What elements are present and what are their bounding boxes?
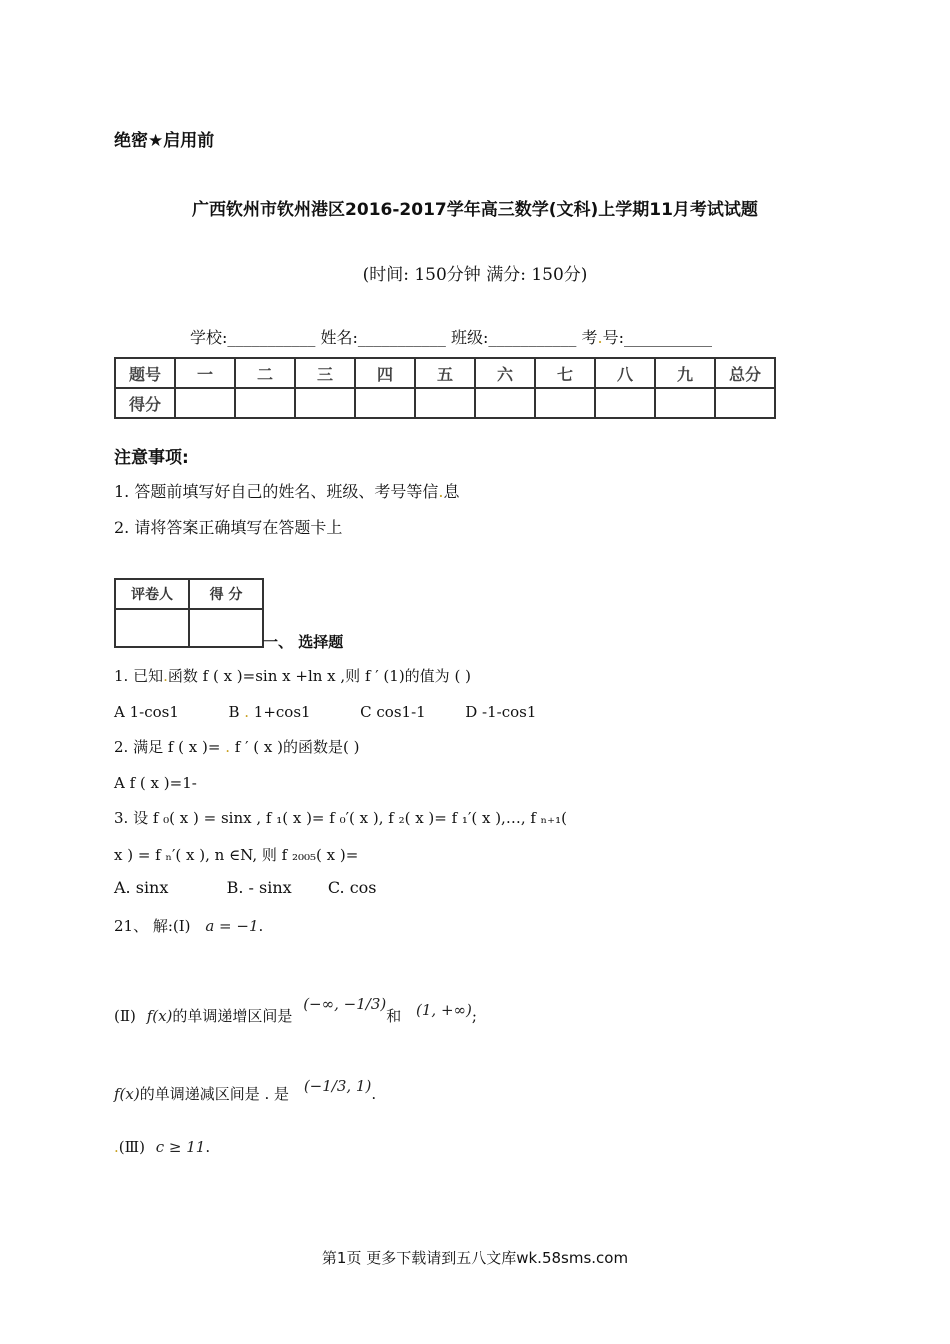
question-1-options: [114, 703, 536, 721]
interval-increasing-2: (1, +∞): [416, 1001, 472, 1019]
school-blank: ___________: [227, 328, 316, 347]
score-header-cell: 三: [295, 358, 355, 388]
name-blank: ___________: [357, 328, 446, 347]
page-footer: 第1页 更多下载请到五八文库wk.58sms.com: [321, 1249, 629, 1267]
score-table: [114, 357, 776, 419]
score-header-cell: 九: [655, 358, 715, 388]
exam-no-blank: ___________: [624, 328, 713, 347]
score-header-cell: 五: [415, 358, 475, 388]
interval-decreasing: (−1/3, 1): [303, 1077, 372, 1095]
answer-21-part-3: .(Ⅲ) c ≥ 11.: [114, 1138, 211, 1156]
score-cell[interactable]: [295, 388, 355, 418]
question-3-line-2: x ) = f ₙ′( x ), n ∈N, 则 f ₂₀₀₅( x )=: [114, 846, 359, 864]
score-header-cell: 一: [175, 358, 235, 388]
answer-21-part-2b: f(x)的单调递减区间是 . 是 (−1/3, 1).: [114, 1077, 377, 1103]
note-item-1: 1. 答题前填写好自己的姓名、班级、考号等信.息: [114, 482, 460, 501]
section-title: 一、 选择题: [263, 633, 344, 651]
interval-increasing-1: (−∞, −1/3): [303, 995, 387, 1013]
math-c-range: c ≥ 11: [155, 1138, 206, 1156]
option-d: D -1-cos1: [465, 703, 537, 721]
grader-header: 评卷人: [115, 579, 189, 609]
question-2-option-a: A f ( x )=1-: [114, 774, 197, 792]
note-item-2: 2. 请将答案正确填写在答题卡上: [114, 518, 343, 537]
grader-table: [114, 578, 264, 648]
score-cell[interactable]: [175, 388, 235, 418]
option-a: A. sinx: [114, 878, 169, 897]
page-title: 广西钦州市钦州港区2016-2017学年高三数学(文科)上学期11月考试试题: [192, 200, 758, 220]
score-header-cell: 七: [535, 358, 595, 388]
info-line: [190, 325, 712, 348]
grader-score-header: 得 分: [189, 579, 263, 609]
time-info: (时间: 150分钟 满分: 150分): [362, 265, 588, 285]
score-cell[interactable]: [235, 388, 295, 418]
score-cell[interactable]: [475, 388, 535, 418]
exam-no-label: 考.号:: [581, 328, 625, 347]
math-a-value: a = −1: [205, 917, 259, 935]
score-header-cell: 六: [475, 358, 535, 388]
score-cell[interactable]: [415, 388, 475, 418]
school-label: 学校:: [190, 328, 228, 347]
score-cell[interactable]: [595, 388, 655, 418]
secret-label: 绝密★启用前: [114, 131, 215, 151]
score-row-label: 得分: [115, 388, 175, 418]
class-label: 班级:: [451, 328, 489, 347]
score-cell[interactable]: [535, 388, 595, 418]
score-header-cell: 四: [355, 358, 415, 388]
score-header-cell: 总分: [715, 358, 775, 388]
fx-formula: f(x): [146, 1007, 173, 1025]
score-header-cell: 八: [595, 358, 655, 388]
score-table-header-row: [115, 358, 775, 388]
answer-21-part-1: 21、 解:(Ⅰ) a = −1.: [114, 917, 264, 935]
score-cell[interactable]: [655, 388, 715, 418]
question-1: 1. 已知.函数 f ( x )=sin x +ln x ,则 f ′ (1)的值为 ( ): [114, 667, 471, 685]
question-2: 2. 满足 f ( x )= . f ′ ( x )的函数是( ): [114, 738, 360, 756]
grader-score-cell[interactable]: [189, 609, 263, 647]
option-a: A 1-cos1: [114, 703, 179, 721]
grader-cell[interactable]: [115, 609, 189, 647]
option-b: B. - sinx: [226, 878, 292, 897]
name-label: 姓名:: [320, 328, 358, 347]
option-c: C. cos: [327, 878, 377, 897]
score-header-cell: 题号: [115, 358, 175, 388]
question-3-line-1: 3. 设 f ₀( x ) = sinx , f ₁( x )= f ₀′( x ), f ₂( x )= f ₁′( x ),…, f ₙ₊₁(: [114, 809, 567, 827]
score-cell[interactable]: [355, 388, 415, 418]
fx-formula: f(x): [114, 1085, 140, 1103]
option-b: B . 1+cos1: [228, 703, 311, 721]
option-c: C cos1-1: [360, 703, 426, 721]
question-3-options: [114, 878, 377, 897]
notes-title: 注意事项:: [114, 448, 189, 468]
score-header-cell: 二: [235, 358, 295, 388]
class-blank: ___________: [488, 328, 577, 347]
score-table-score-row: [115, 388, 775, 418]
answer-21-part-2: (Ⅱ) f(x)的单调递增区间是 (−∞, −1/3)和 (1, +∞);: [114, 995, 477, 1025]
score-cell[interactable]: [715, 388, 775, 418]
